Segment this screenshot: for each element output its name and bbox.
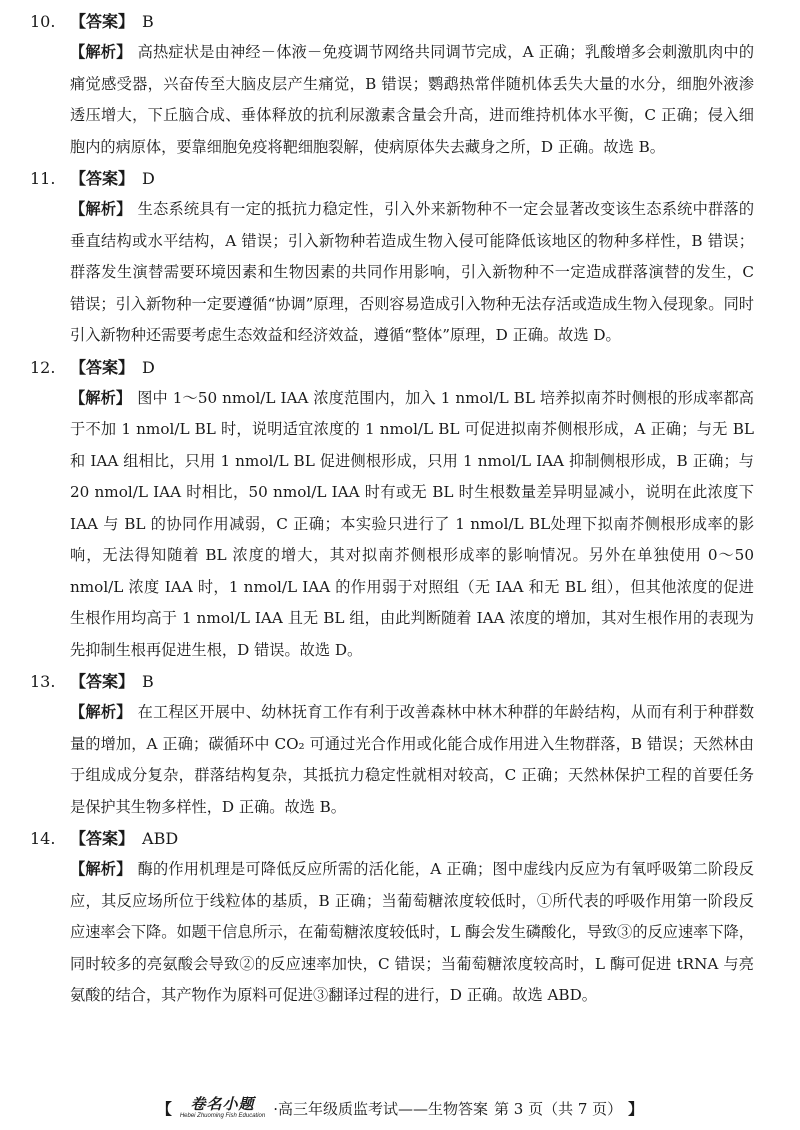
answer-line: [30, 6, 754, 37]
analysis-text: 图中 1～50 nmol/L IAA 浓度范围内，加入 1 nmol/L BL 培养拟南芥时侧根的形成率都高于不加 1 nmol/L BL 时，说明适宜浓度的 1 nmol/L BL 可促进拟南芥侧根形成，A 正确；与无 BL 和 IAA 组相比，只用 1 nmol/L BL 促进侧根形成，只用 1 nmol/L IAA 抑制侧根形成，B 正确；与 20 nmol/L IAA 时相比，50 nmol/L IAA 时有或无 BL 时生根数量差异明显减小，说明在此浓度下 IAA 与 BL 的协同作用减弱，C 正确；本实验只进行了 1 nmol/L BL处理下拟南芥侧根形成率的影响，无法得知随着 BL 浓度的增大，其对拟南芥侧根形成率的影响情况。另外在单独使用 0～50 nmol/L 浓度 IAA 时，1 nmol/L IAA 的作用弱于对照组（无 IAA 和无 BL 组），但其他浓度的促进生根作用均高于 1 nmol/L IAA 且无 BL 组，由此判断随着 IAA 浓度的增加，其对生根作用的表现为先抑制生根再促进生根，D 错误。故选 D。: [70, 388, 754, 659]
answer-line: [30, 823, 754, 854]
analysis-paragraph: [30, 854, 754, 1012]
analysis-label: 【解析】: [70, 703, 132, 721]
analysis-text: 高热症状是由神经－体液－免疫调节网络共同调节完成，A 正确；乳酸增多会刺激肌肉中的痛觉感受器，兴奋传至大脑皮层产生痛觉，B 错误；鹦鹉热常伴随机体丢失大量的水分，细胞外液渗透压增大，下丘脑合成、垂体释放的抗利尿激素含量会升高，进而维持机体水平衡，C 正确；侵入细胞内的病原体，要靠细胞免疫将靶细胞裂解，使病原体失去藏身之所，D 正确。故选 B。: [70, 43, 755, 156]
analysis-text: 生态系统具有一定的抵抗力稳定性，引入外来新物种不一定会显著改变该生态系统中群落的垂直结构或水平结构，A 错误；引入新物种若造成生物入侵可能降低该地区的物种多样性，B 错误；群落发生演替需要环境因素和生物因素的共同作用影响，引入新物种不一定造成群落演替的发生，C 错误；引入新物种一定要遵循“协调”原理，否则容易造成引入物种无法存活或造成生物入侵现象。同时引入新物种还需要考虑生态效益和经济效益，遵循“整体”原理，D 正确。故选 D。: [70, 200, 755, 344]
answer-label: 【答案】: [70, 829, 135, 848]
answer-value: D: [142, 357, 155, 377]
answer-label: 【答案】: [70, 357, 135, 377]
question-number: 12.: [30, 357, 56, 377]
answer-line: [30, 163, 754, 194]
question-number: 13.: [30, 672, 56, 691]
analysis-label: 【解析】: [70, 200, 132, 218]
answer-value: ABD: [142, 829, 179, 848]
analysis-label: 【解析】: [70, 43, 132, 61]
footer-left-bracket: 【: [156, 1099, 172, 1118]
question-number: 11.: [30, 169, 56, 188]
page-number: 第 3 页（共 7 页）: [494, 1099, 623, 1118]
analysis-text: 酶的作用机理是可降低反应所需的活化能，A 正确；图中虚线内反应为有氧呼吸第二阶段反应，其反应场所位于线粒体的基质，B 正确；当葡萄糖浓度较低时，①所代表的呼吸作用第一阶段反应速率会下降。如题干信息所示，在葡萄糖浓度较低时，L 酶会发生磷酸化，导致③的反应速率下降，同时较多的亮氨酸会导致②的反应速率加快，C 错误；当葡萄糖浓度较高时，L 酶可促进 tRNA 与亮氨酸的结合，其产物作为原料可促进③翻译过程的进行，D 正确。故选 ABD。: [70, 860, 755, 1004]
question-13: [30, 666, 754, 823]
brand-subtitle: Hebei Zhuoming Fish Education: [179, 1113, 266, 1119]
answer-line: [30, 666, 754, 697]
question-number: 14.: [30, 829, 56, 848]
question-10: [30, 6, 754, 163]
brand-name: 卷名小题: [190, 1095, 255, 1113]
answer-line: [30, 352, 754, 383]
answer-value: D: [142, 169, 155, 188]
analysis-label: 【解析】: [70, 388, 132, 407]
analysis-paragraph: [30, 697, 754, 823]
answer-value: B: [142, 672, 154, 691]
analysis-paragraph: [30, 383, 754, 667]
brand-logo: [180, 1097, 265, 1119]
answer-label: 【答案】: [70, 672, 135, 691]
question-number: 10.: [30, 12, 56, 31]
analysis-paragraph: [30, 194, 754, 352]
answer-label: 【答案】: [70, 12, 135, 31]
question-12: [30, 352, 754, 667]
answer-label: 【答案】: [70, 169, 135, 188]
footer-title: ·高三年级质监考试——生物答案: [273, 1099, 488, 1118]
analysis-paragraph: [30, 37, 754, 163]
analysis-text: 在工程区开展中、幼林抚育工作有利于改善森林中林木种群的年龄结构，从而有利于种群数量的增加，A 正确；碳循环中 CO₂ 可通过光合作用或化能合成作用进入生物群落，B 错误；天然林由于组成成分复杂，群落结构复杂，其抵抗力稳定性就相对较高，C 正确；天然林保护工程的首要任务是保护其生物多样性，D 正确。故选 B。: [70, 703, 755, 816]
question-11: [30, 163, 754, 352]
answer-value: B: [142, 12, 154, 31]
footer-right-bracket: 】: [628, 1099, 644, 1118]
analysis-label: 【解析】: [70, 860, 132, 878]
question-14: [30, 823, 754, 1012]
page-footer: [0, 1094, 800, 1122]
